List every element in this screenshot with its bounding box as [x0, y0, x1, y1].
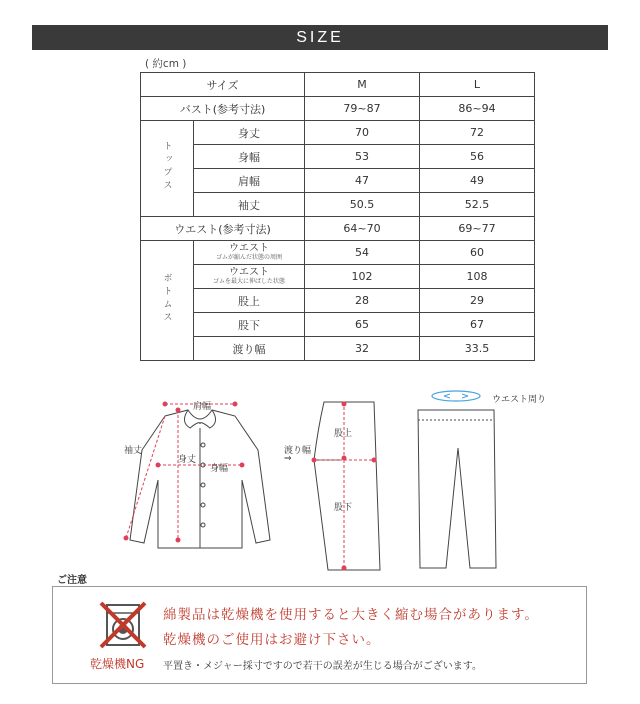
row-label: 股上	[194, 289, 305, 313]
arrow-icon: ⇒	[284, 454, 292, 464]
row-label: 渡り幅	[194, 337, 305, 361]
cell-l: 29	[420, 289, 535, 313]
table-header-row	[141, 73, 535, 97]
label-waist-around: ウエスト周り	[492, 395, 547, 405]
cell-m: 54	[305, 241, 420, 265]
label-sleeve: 袖丈	[124, 446, 143, 456]
cell-m: 32	[305, 337, 420, 361]
cell-l: 49	[420, 169, 535, 193]
cell-l: 52.5	[420, 193, 535, 217]
label-shoulder: 肩幅	[193, 402, 212, 412]
header-l: L	[420, 73, 535, 97]
notice-line-3: 平置き・メジャー採寸ですので若干の誤差が生じる場合がございます。	[163, 661, 482, 672]
table-row	[141, 265, 535, 289]
cell-m: 102	[305, 265, 420, 289]
table-row	[141, 289, 535, 313]
size-banner: SIZE	[32, 25, 608, 50]
cell-l: 33.5	[420, 337, 535, 361]
row-label: 身丈	[194, 121, 305, 145]
header-m: M	[305, 73, 420, 97]
label-inseam: 股下	[334, 503, 353, 513]
table-row	[141, 193, 535, 217]
cell-l: 69~77	[420, 217, 535, 241]
dryer-ng-icon	[97, 599, 149, 651]
table-row	[141, 337, 535, 361]
group-tops: トップス	[141, 121, 194, 217]
cell-l: 86~94	[420, 97, 535, 121]
table-row	[141, 145, 535, 169]
label-length: 身丈	[178, 455, 197, 465]
size-table	[140, 72, 535, 361]
label-width: 身幅	[210, 464, 229, 474]
row-label: 袖丈	[194, 193, 305, 217]
shirt-diagram	[110, 390, 285, 560]
row-label: ウエスト(参考寸法)	[141, 217, 305, 241]
row-label: ウエスト ゴムが縮んだ状態の周囲	[194, 241, 305, 265]
cell-m: 65	[305, 313, 420, 337]
table-row	[141, 121, 535, 145]
cell-l: 56	[420, 145, 535, 169]
table-row	[141, 241, 535, 265]
cell-l: 67	[420, 313, 535, 337]
label-thigh: 渡り幅	[284, 446, 312, 456]
cell-l: 72	[420, 121, 535, 145]
pants-side-diagram	[290, 398, 390, 576]
cell-l: 60	[420, 241, 535, 265]
header-size: サイズ	[141, 73, 305, 97]
cell-l: 108	[420, 265, 535, 289]
notice-box	[52, 586, 587, 684]
table-row	[141, 217, 535, 241]
label-rise: 股上	[334, 429, 353, 439]
table-row	[141, 169, 535, 193]
cell-m: 47	[305, 169, 420, 193]
cell-m: 28	[305, 289, 420, 313]
group-bottoms: ボトムス	[141, 241, 194, 361]
notice-title: ご注意	[57, 575, 87, 586]
dryer-ng-label: 乾燥機NG	[90, 657, 145, 671]
row-label: 股下	[194, 313, 305, 337]
table-row	[141, 97, 535, 121]
cell-m: 64~70	[305, 217, 420, 241]
cell-m: 53	[305, 145, 420, 169]
pants-front-diagram	[410, 388, 500, 578]
row-label: バスト(参考寸法)	[141, 97, 305, 121]
table-row	[141, 313, 535, 337]
row-label: ウエスト ゴムを最大に伸ばした状態	[194, 265, 305, 289]
cell-m: 79~87	[305, 97, 420, 121]
notice-line-1: 綿製品は乾燥機を使用すると大きく縮む場合があります。	[163, 607, 539, 623]
cell-m: 70	[305, 121, 420, 145]
row-label: 身幅	[194, 145, 305, 169]
unit-label: ( 約cm )	[145, 58, 187, 70]
row-label: 肩幅	[194, 169, 305, 193]
cell-m: 50.5	[305, 193, 420, 217]
notice-line-2: 乾燥機のご使用はお避け下さい。	[163, 632, 381, 648]
